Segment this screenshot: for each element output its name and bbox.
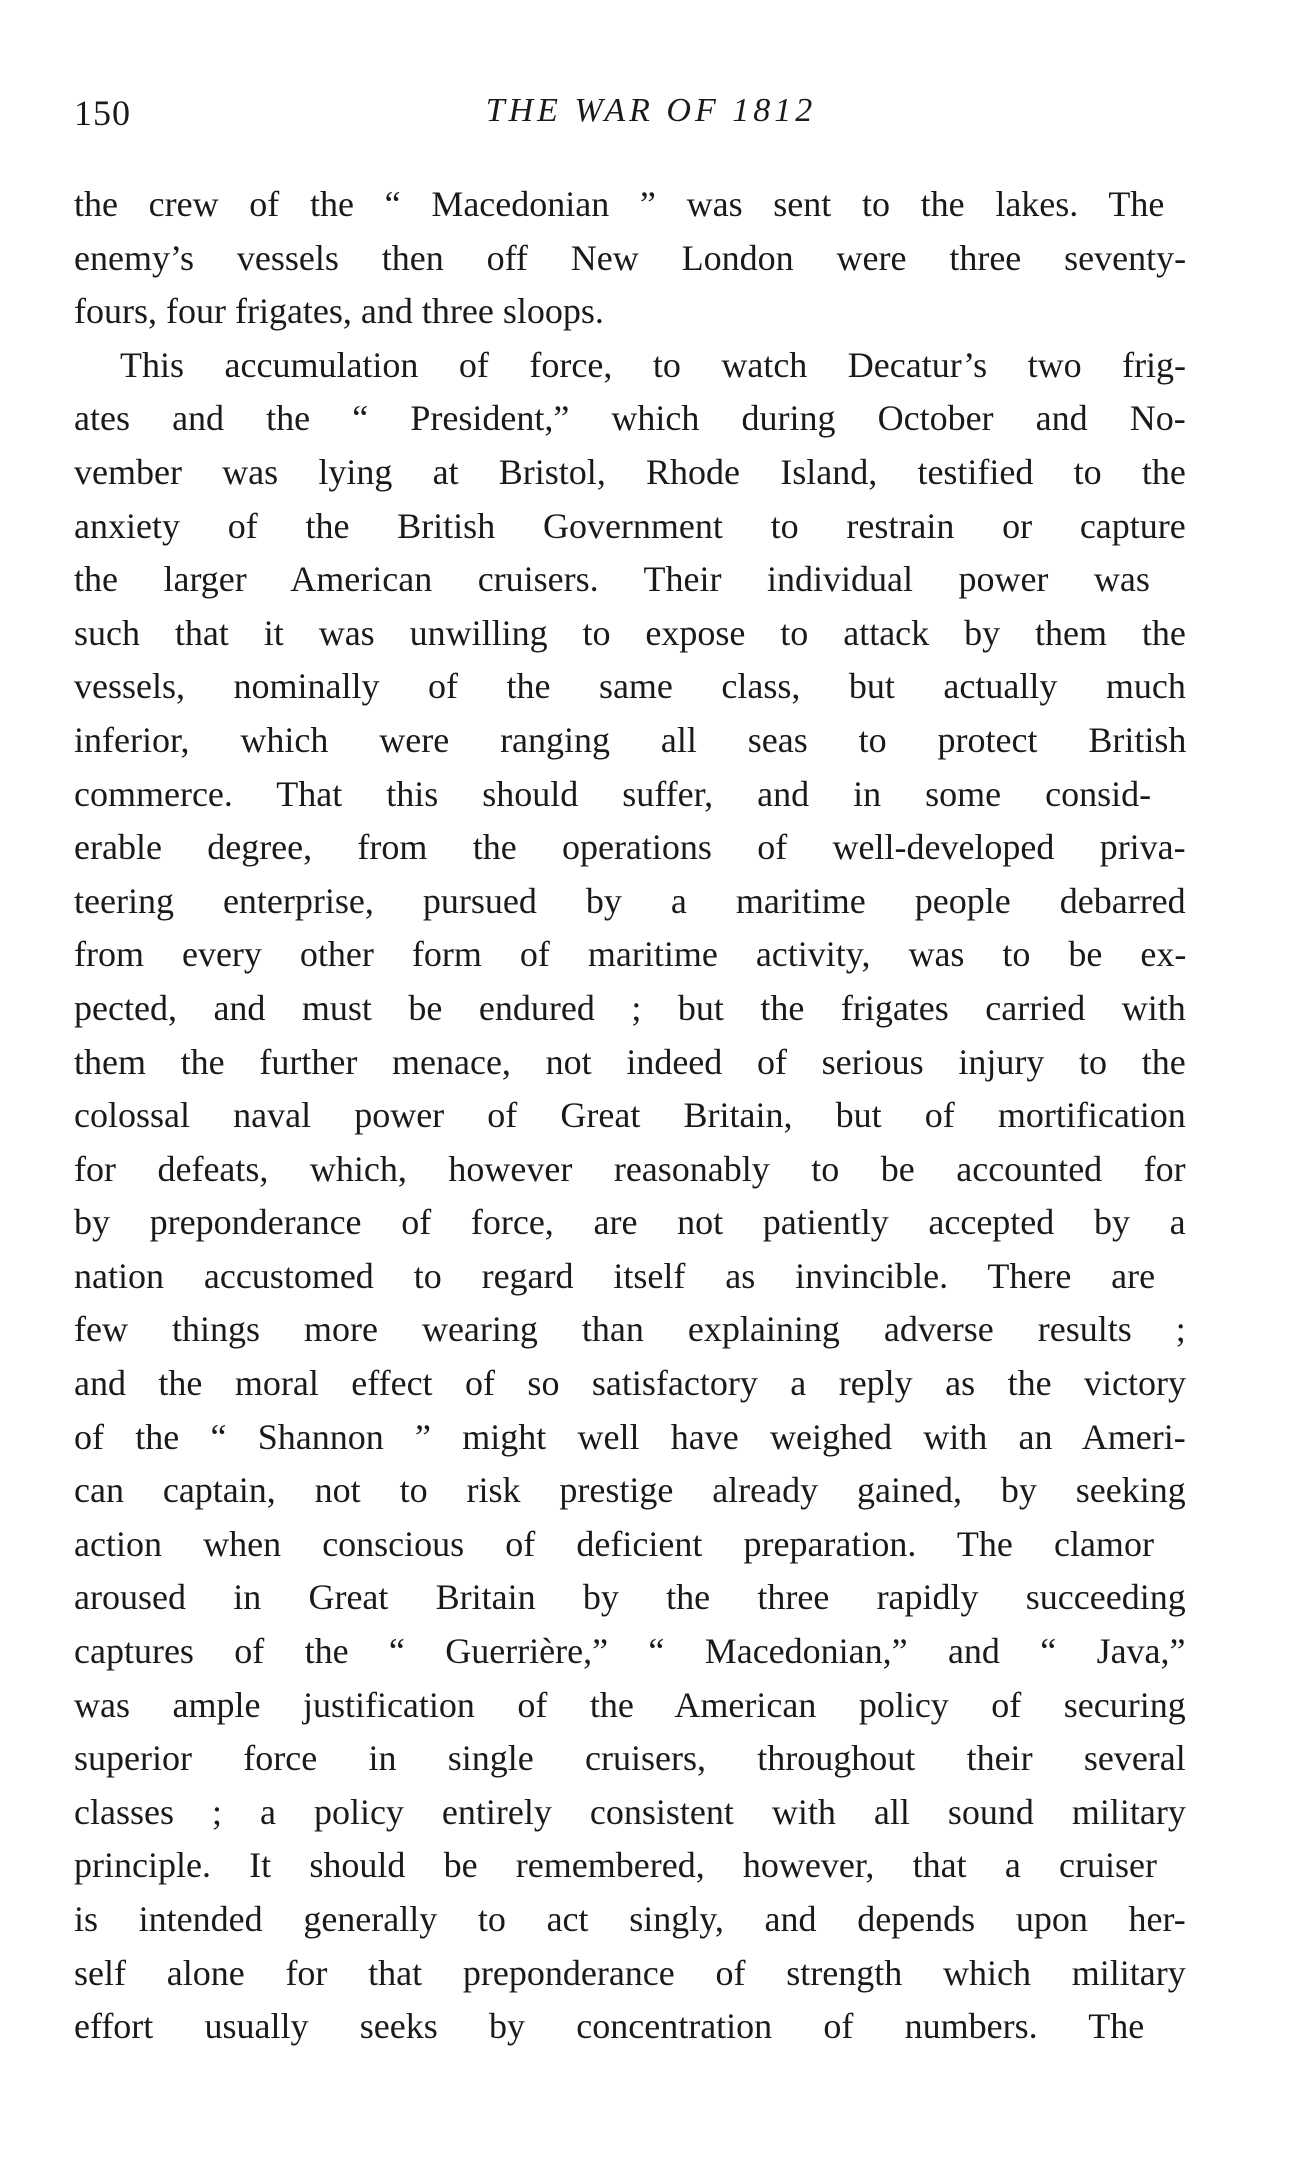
text-line: aroused in Great Britain by the three rapidly succeeding xyxy=(74,1577,1186,1618)
text-line: from every other form of maritime activity, was to be ex- xyxy=(74,934,1187,975)
body-text xyxy=(74,178,1186,2054)
text-line: superior force in single cruisers, throughout their several xyxy=(74,1738,1186,1779)
text-line: classes ; a policy entirely consistent with all sound military xyxy=(74,1791,1186,1832)
text-line: fours, four frigates, and three sloops. xyxy=(74,291,604,332)
text-line: of the “ Shannon ” might well have weighed with an Ameri- xyxy=(74,1416,1186,1457)
text-line: This accumulation of force, to watch Decatur’s two frig- xyxy=(120,344,1187,385)
text-line: for defeats, which, however reasonably to be accounted for xyxy=(74,1148,1186,1189)
text-line: action when conscious of deficient preparation. The clamor xyxy=(74,1523,1154,1564)
page-number: 150 xyxy=(74,93,131,133)
text-line: vember was lying at Bristol, Rhode Island, testified to the xyxy=(74,451,1186,492)
text-line: few things more wearing than explaining adverse results ; xyxy=(74,1309,1186,1350)
text-line: is intended generally to act singly, and depends upon her- xyxy=(74,1899,1186,1939)
text-line: enemy’s vessels then off New London were three seventy- xyxy=(74,237,1187,278)
text-line: the crew of the “ Macedonian ” was sent to the lakes. The xyxy=(74,184,1165,224)
text-line: nation accustomed to regard itself as invincible. There are xyxy=(74,1255,1156,1296)
text-line: erable degree, from the operations of well-developed priva- xyxy=(74,827,1186,868)
text-line: and the moral effect of so satisfactory a reply as the victory xyxy=(74,1363,1186,1404)
text-line: effort usually seeks by concentration of numbers. The xyxy=(74,2006,1145,2047)
running-head-title: THE WAR OF 1812 xyxy=(485,92,817,129)
text-line: anxiety of the British Government to restrain or capture xyxy=(74,505,1186,546)
text-line: by preponderance of force, are not patiently accepted by a xyxy=(74,1202,1186,1243)
text-line: captures of the “ Guerrière,” “ Macedonian,” and “ Java,” xyxy=(74,1631,1186,1672)
text-line: was ample justification of the American policy of securing xyxy=(74,1684,1186,1725)
text-line: pected, and must be endured ; but the frigates carried with xyxy=(74,987,1186,1028)
text-line: self alone for that preponderance of strength which military xyxy=(74,1952,1186,1993)
text-line: commerce. That this should suffer, and in some consid- xyxy=(74,773,1152,814)
text-line: such that it was unwilling to expose to attack by them the xyxy=(74,612,1186,653)
text-line: colossal naval power of Great Britain, but of mortification xyxy=(74,1095,1186,1136)
text-line: ates and the “ President,” which during October and No- xyxy=(74,398,1186,439)
text-line: the larger American cruisers. Their individual power was xyxy=(74,559,1150,600)
text-line: teering enterprise, pursued by a maritime people debarred xyxy=(74,880,1186,921)
text-line: can captain, not to risk prestige already gained, by seeking xyxy=(74,1470,1186,1511)
text-line: vessels, nominally of the same class, but actually much xyxy=(74,666,1186,707)
text-line: inferior, which were ranging all seas to protect British xyxy=(74,719,1187,760)
text-line: principle. It should be remembered, however, that a cruiser xyxy=(74,1845,1157,1886)
text-line: them the further menace, not indeed of serious injury to the xyxy=(74,1041,1186,1082)
